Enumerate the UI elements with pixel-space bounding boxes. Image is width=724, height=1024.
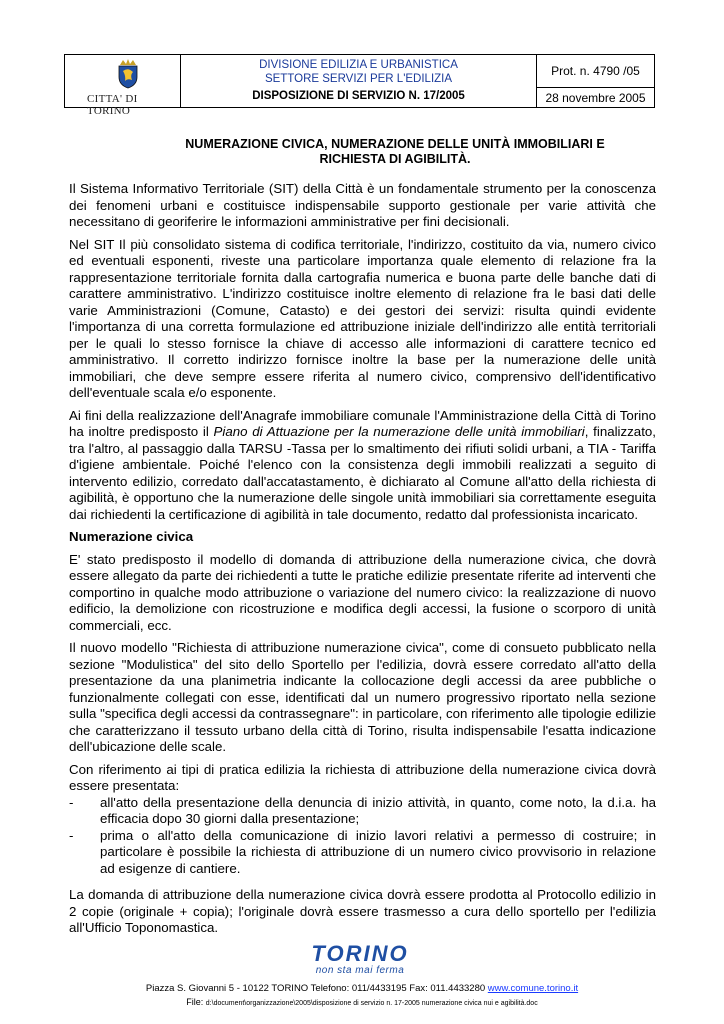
header-table <box>64 54 655 117</box>
paragraph-practice-types: Con riferimento ai tipi di pratica edilizia la richiesta di attribuzione della numerazione civica dovrà essere presentata: <box>69 761 656 793</box>
file-label: File: <box>186 997 206 1007</box>
document-date: 28 novembre 2005 <box>545 90 646 105</box>
title-line-1: NUMERAZIONE CIVICA, NUMERAZIONE DELLE UNITÀ IMMOBILIARI E <box>185 137 605 151</box>
coat-of-arms-icon <box>117 59 139 89</box>
website-link[interactable]: www.comune.torino.it <box>487 983 579 994</box>
footer-address-line <box>0 983 724 994</box>
paragraph-text: , finalizzato, tra l'altro, al passaggio dalla TARSU -Tassa per lo smaltimento dei rifiuti solidi urbani, a TIA - Tariffa d'igiene ambientale. Poiché l'elenco con la consistenza degli immobili realizzati a seguito di intervento edilizio, corredato dall'accatastamento, è dichiarato al Comune all'atto della richiesta di agibilità, è opportuno che la numerazione delle singole unità immobiliari sia correttamente eseguita dai richiedenti la certificazione di agibilità in tale documento, redatto dal professionista incaricato. <box>69 424 656 522</box>
header-protocol-block <box>537 55 654 107</box>
list-item-text: prima o all'atto della comunicazione di inizio lavori relativi a permesso di costruire; in particolare è possibile la richiesta di attribuzione di un numero civico provvisorio in relazione ad esigenze di cantiere. <box>100 827 656 876</box>
document-body <box>69 181 656 943</box>
division-name: DIVISIONE EDILIZIA E URBANISTICA <box>259 59 458 71</box>
torino-brand-logo <box>305 943 415 976</box>
footer-address: Piazza S. Giovanni 5 - 10122 TORINO Telefono: 011/4433195 Fax: 011.4433280 <box>145 983 488 994</box>
title-line-2: RICHIESTA DI AGIBILITÀ. <box>319 152 471 166</box>
requirements-list <box>69 795 656 878</box>
footer-file-line <box>0 997 724 1007</box>
paragraph-request-form: E' stato predisposto il modello di domanda di attribuzione della numerazione civica, che dovrà essere allegato da parte dei richiedenti a tutte le pratiche edilizie presentate riferite ad interventi che comportino in qualche modo attribuzione o variazione del numero civico: la realizzazione di nuovo edificio, la demolizione con ricostruzione e modifica degli accessi, la fusione o scorporo di unità commerciali, ecc. <box>69 551 656 633</box>
list-item-text: all'atto della presentazione della denuncia di inizio attività, in quanto, come noto, la d.i.a. ha efficacia dopo 30 giorni dalla presentazione; <box>100 794 656 826</box>
paragraph-property-registry <box>69 408 656 524</box>
disposition-number: DISPOSIZIONE DI SERVIZIO N. 17/2005 <box>252 90 465 102</box>
paragraph-new-model: Il nuovo modello "Richiesta di attribuzione numerazione civica", come di consueto pubblicato nella sezione "Modulistica" del sito dello Sportello per l'edilizia, dovrà essere corredato all'atto della presentazione da una planimetria indicante la collocazione degli accessi da aree pubbliche o funzionalmente collegati con esse, identificati dal un numero progressivo riportato nella sezione sulla "specifica degli accessi da contrassegnare": in particolare, con riferimento alle tipologie edilizie che caratterizzano il tessuto urbano della città di Torino, risulta indispensabile l'esatta indicazione dell'ubicazione delle scale. <box>69 640 656 754</box>
file-path: d:\document\organizzazione\2005\disposizione di servizio n. 17-2005 numerazione civica nui e agibilità.doc <box>205 1000 538 1007</box>
list-dash: - <box>69 827 74 843</box>
city-name: CITTA' DI TORINO <box>87 93 138 117</box>
protocol-number: Prot. n. 4790 /05 <box>537 55 654 88</box>
document-title <box>130 137 660 167</box>
brand-name: TORINO <box>311 941 409 966</box>
brand-slogan: non sta mai ferma <box>315 965 405 976</box>
list-item <box>69 795 656 828</box>
paragraph-text: Ai fini della realizzazione dell'Anagrafe immobiliare comunale l'Amministrazione della Città di Torino ha inoltre predisposto il <box>69 407 656 439</box>
section-heading: Numerazione civica <box>69 529 194 544</box>
list-item <box>69 828 656 878</box>
list-dash: - <box>69 794 74 810</box>
paragraph-sit-intro: Il Sistema Informativo Territoriale (SIT) della Città è un fondamentale strumento per la conoscenza dei fenomeni urbani e costituisce indispensabile supporto gestionale per varie attività che necessitano di georiferire le informazioni amministrative per fini decisionali. <box>69 181 656 229</box>
city-logo <box>65 55 181 117</box>
header-division-block <box>181 55 537 107</box>
paragraph-submission: La domanda di attribuzione della numerazione civica dovrà essere prodotta al Protocollo edilizio in 2 copie (originale + copia); l'originale dovrà essere trasmesso a cura dello sportello per l'edilizia all'Ufficio Toponomastica. <box>69 887 656 935</box>
sector-name: SETTORE SERVIZI PER L'EDILIZIA <box>264 73 453 85</box>
plan-title-italic: Piano di Attuazione per la numerazione delle unità immobiliari <box>213 424 585 439</box>
paragraph-address-coding: Nel SIT Il più consolidato sistema di codifica territoriale, l'indirizzo, costituito da via, numero civico ed eventuali esponenti, riveste una particolare importanza quale elemento di relazione fra la rappresentazione territoriale fornita dalla cartografia numerica e buona parte delle banche dati di carattere amministrativo. L'indirizzo costituisce inoltre elemento di relazione fra le basi dati delle varie Amministrazioni (Comune, Catasto) e dei gestori dei servizi: risulta quindi evidente l'importanza di una corretta formulazione ed attribuzione iniziale dell'indirizzo alle entità territoriali per le quali lo stesso fornisce la chiave di accesso alle informazioni di carattere tecnico ed amministrativo. Il corretto indirizzo fornisce inoltre la base per la numerazione delle unità immobiliari, che deve sempre essere riferita al numero civico, comprensivo dell'identificativo dell'eventuale scala e/o esponente. <box>69 236 656 400</box>
